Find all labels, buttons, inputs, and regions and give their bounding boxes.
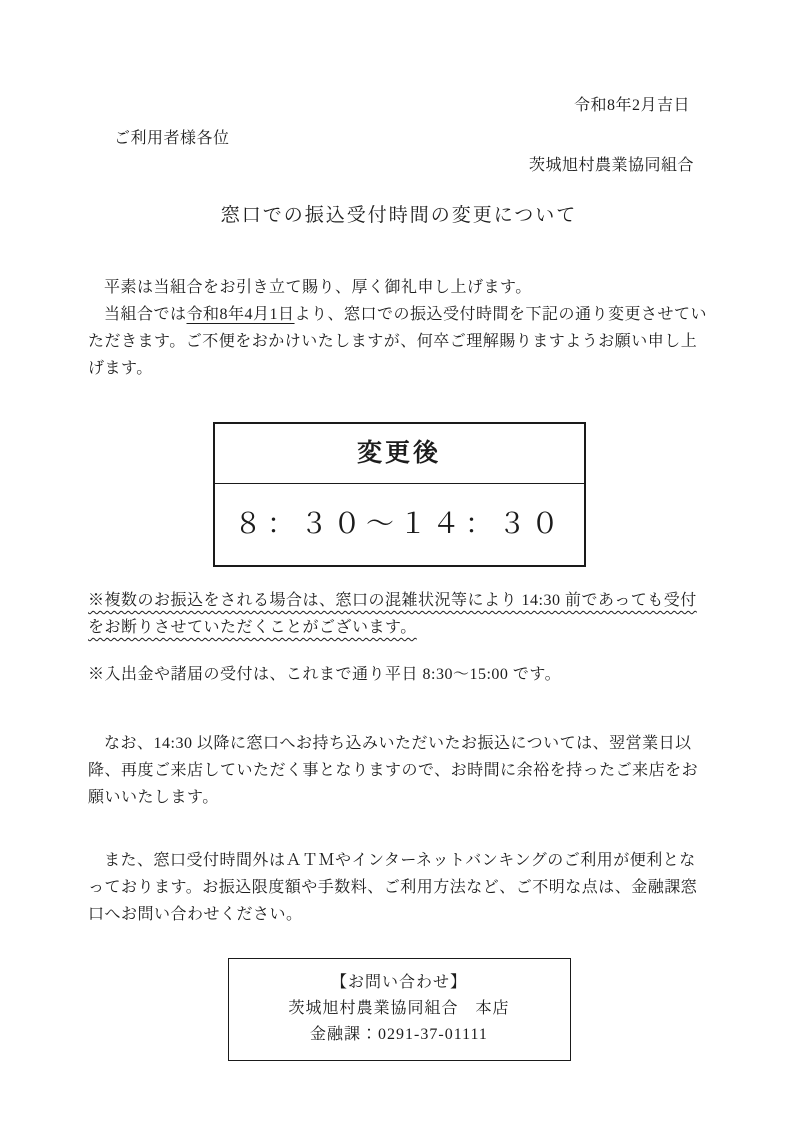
change-hours-table [213,422,586,567]
contact-heading: 【お問い合わせ】 [330,974,467,991]
effective-date: 令和8年4月1日 [186,306,295,323]
document-date: 令和8年2月吉日 [573,97,690,114]
recipient: ご利用者様各位 [114,130,230,147]
note-multiple-transfers: ※複数のお振込をされる場合は、窓口の混雑状況等により 14:30 前であっても受付をお断りさせていただくことがございます。 [88,592,697,636]
new-reception-hours: ８：３０～１４：３０ [233,509,564,540]
contact-organization: 茨城旭村農業協同組合 本店 [288,1000,510,1017]
contact-phone: 金融課：0291-37-01111 [310,1026,488,1043]
announcement-text-before: 当組合では [104,306,187,323]
announcement-paragraph [88,301,710,382]
change-table-header: 変更後 [215,424,584,484]
contact-box [228,958,571,1061]
atm-internet-banking-paragraph: また、窓口受付時間外はＡＴＭやインターネットバンキングのご利用が便利となっております。お振込限度額や手数料、ご利用方法など、ご不明な点は、金融課窓口へお問い合わせください。 [88,852,698,923]
after-hours-paragraph: なお、14:30 以降に窓口へお持ち込みいただいたお振込については、翌営業日以降、再度ご来店していただく事となりますので、お時間に余裕を持ったご来店をお願いいたします。 [88,735,699,806]
organization-name: 茨城旭村農業協同組合 [528,157,694,174]
greeting-paragraph: 平素は当組合をお引き立て賜り、厚く御礼申し上げます。 [104,279,532,296]
document-title: 窓口での振込受付時間の変更について [220,205,578,226]
note-deposit-hours: ※入出金や諸届の受付は、これまで通り平日 8:30～15:00 です。 [88,666,562,683]
announcement-text-after: より、窓口での振込受付時間を下記の通り変更させていただきます。ご不便をおかけいたしますが、何卒ご理解賜りますようお願い申し上げます。 [88,306,708,377]
